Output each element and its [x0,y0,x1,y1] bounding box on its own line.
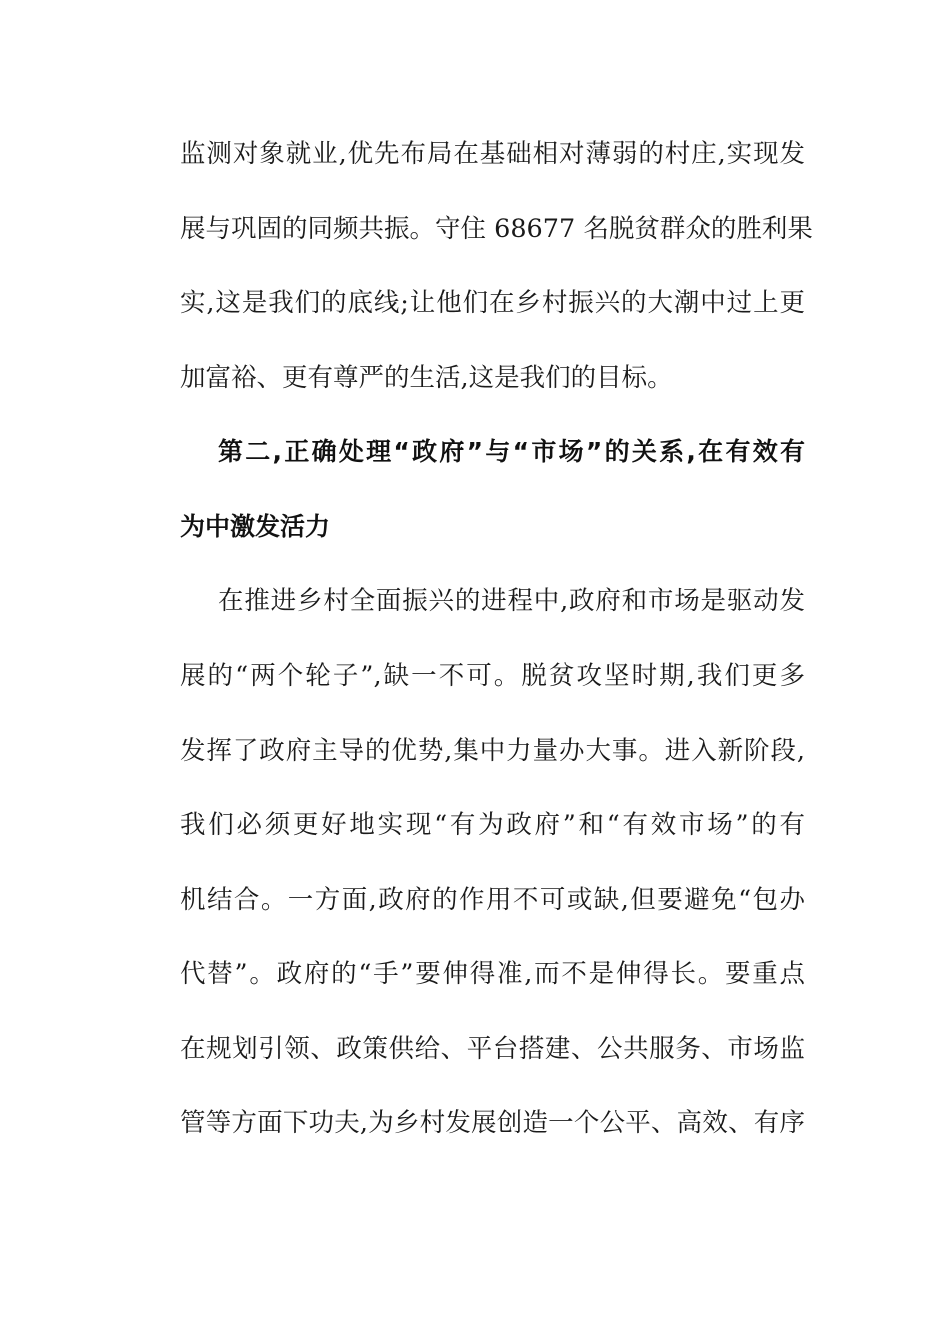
paragraph-line: 展与巩固的同频共振。守住 68677 名脱贫群众的胜利果 [180,214,813,244]
section-heading-line: 为中激发活力 [180,512,331,541]
paragraph-line: 发挥了政府主导的优势,集中力量办大事。进入新阶段, [180,736,805,766]
section-heading-line: 第二,正确处理“政府”与“市场”的关系,在有效有 [218,437,805,466]
paragraph-line: 加富裕、更有尊严的生活,这是我们的目标。 [180,363,673,393]
paragraph-line: 管等方面下功夫,为乡村发展创造一个公平、高效、有序 [180,1108,805,1138]
paragraph-line: 在规划引领、政策供给、平台搭建、公共服务、市场监 [180,1034,805,1064]
paragraph-line: 代替”。政府的“手”要伸得准,而不是伸得长。要重点 [180,959,805,989]
paragraph-line: 我们必须更好地实现“有为政府”和“有效市场”的有 [180,810,805,840]
paragraph-line: 在推进乡村全面振兴的进程中,政府和市场是驱动发 [218,586,805,616]
paragraph-line: 展的“两个轮子”,缺一不可。脱贫攻坚时期,我们更多 [180,661,805,691]
paragraph-line: 监测对象就业,优先布局在基础相对薄弱的村庄,实现发 [180,139,805,169]
paragraph-line: 实,这是我们的底线;让他们在乡村振兴的大潮中过上更 [180,288,805,318]
paragraph-line: 机结合。一方面,政府的作用不可或缺,但要避免“包办 [180,885,805,915]
